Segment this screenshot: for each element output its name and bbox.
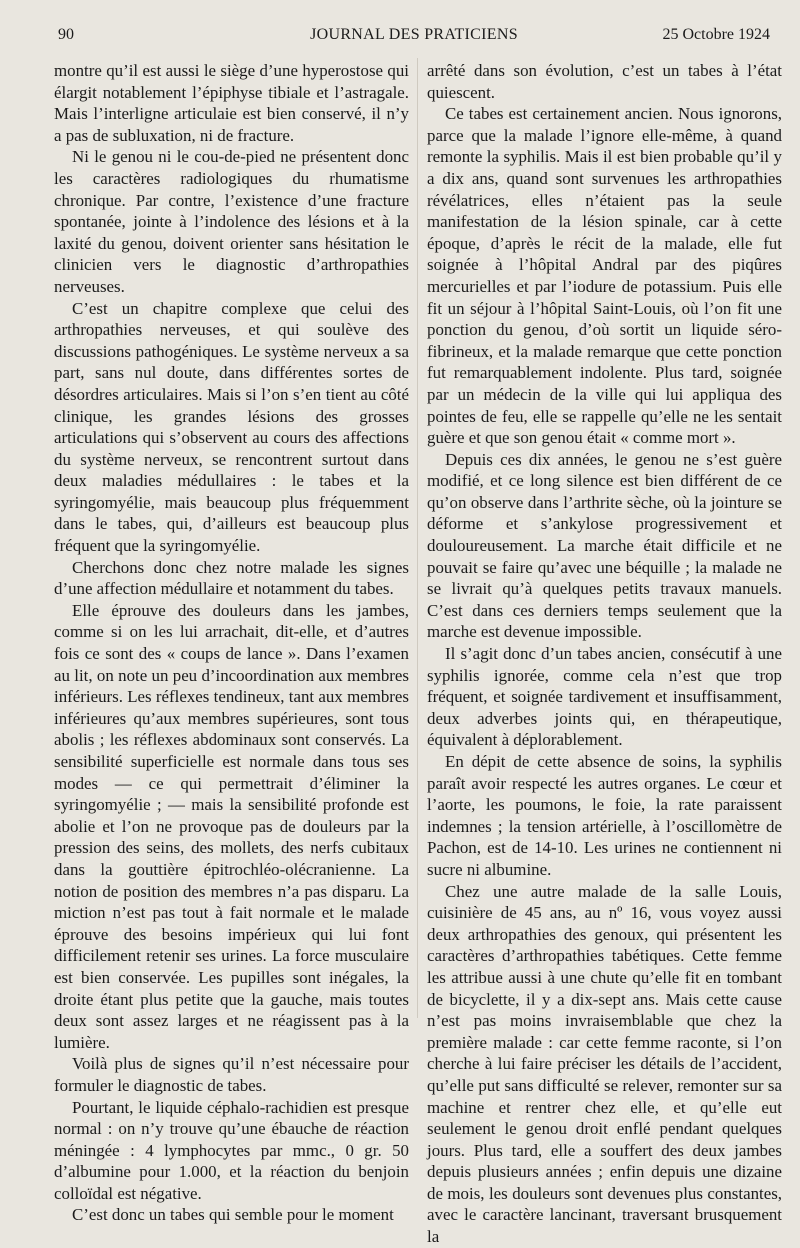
left-column xyxy=(54,60,409,1226)
column-divider xyxy=(417,58,418,1018)
paragraph: Depuis ces dix années, le genou ne s’est guère modifié, et ce long silence est bien différent de ce qu’on observe dans l’arthrite sèche, où la jointure se déforme et s’ankylose progressivement et douloureusement. La marche était difficile et ne pouvait se faire qu’avec une béquille ; la malade ne se livrait qu’à quelques petits travaux manuels. C’est dans ces derniers temps seulement que la marche est devenue impossible. xyxy=(427,449,782,642)
paragraph: arrêté dans son évolution, c’est un tabes à l’état quiescent. xyxy=(427,61,782,102)
paragraph: En dépit de cette absence de soins, la syphilis paraît avoir respecté les autres organes. Le cœur et l’aorte, les poumons, le foie, la rate paraissent indemnes ; la tension artérielle, à l’oscillomètre de Pachon, est de 14-10. Les urines ne contiennent ni sucre ni albumine. xyxy=(427,752,782,879)
paragraph: Pourtant, le liquide céphalo-rachidien est presque normal : on n’y trouve qu’une ébauche de réaction méningée : 4 lymphocytes par mmc., 0 gr. 50 d’albumine pour 1.000, et la réaction du benjoin colloïdal est négative. xyxy=(54,1097,409,1203)
paragraph: montre qu’il est aussi le siège d’une hyperostose qui élargit notablement l’épiphyse tibiale et l’astragale. Mais l’interligne articulaie est bien conservé, il n’y a pas de subluxation, ni de fracture. xyxy=(54,61,409,145)
paragraph: C’est donc un tabes qui semble pour le moment xyxy=(72,1205,394,1225)
paragraph: Il s’agit donc d’un tabes ancien, consécutif à une syphilis ignorée, comme cela n’est que trop fréquent, et soignée tardivement et insuffisamment, deux adverbes joints qui, en thérapeutique, équivalent à déplorablement. xyxy=(427,644,782,750)
paragraph: C’est un chapitre complexe que celui des arthropathies nerveuses, et qui soulève des discussions pathogéniques. Le système nerveux a sa part, sans nul doute, dans différentes sortes de désordres articulaires. Mais si l’on s’en tient au côté clinique, les grandes lésions des grosses articulations qui s’observent au cours des affections du système nerveux, se rencontrent surtout dans deux maladies médullaires : le tabes et la syringomyélie, mais beaucoup plus fréquemment dans le tabes, qui, d’ailleurs est beaucoup plus fréquent que la syringomyélie. xyxy=(54,298,409,556)
issue-date: 25 Octobre 1924 xyxy=(662,26,770,43)
paragraph: Ce tabes est certainement ancien. Nous ignorons, parce que la malade l’ignore elle-même, à quand remonte la syphilis. Mais il est bien probable qu’il y a dix ans, quand sont survenues les arthropathies révélatrices, elles n’étaient pas la seule manifestation de la lésion spinale, car à cette époque, d’après le récit de la malade, elle fut soignée à l’hôpital Andral par des piqûres mercurielles et par l’iodure de potassium. Puis elle fit un séjour à l’hôpital Saint-Louis, où l’on fit une ponction du genou, d’où sortit un liquide séro-fibrineux, et la malade remarque que cette ponction fut remarquablement indolente. Plus tard, soignée par un médecin de la ville qui lui appliqua des pointes de feu, elle se rappelle qu’elle ne les sentait guère et que son genou était « comme mort ». xyxy=(427,104,782,448)
paragraph: Chez une autre malade de la salle Louis, cuisinière de 45 ans, au nº 16, vous voyez aussi deux arthropathies des genoux, qui présentent les caractères d’arthropathies tabétiques. Cette femme les attribue aussi à une chute qu’elle fit en tombant de bicyclette, il y a dix-sept ans. Mais cette cause n’est pas moins invraisemblable que chez la première malade : car cette femme raconte, si l’on cherche à lui faire préciser les détails de l’accident, qu’elle put sans difficulté se relever, remonter sur sa machine et rentrer chez elle, et qu’elle eut seulement le genou droit enflé pendant quelques jours. Plus tard, elle a souffert des deux jambes depuis plusieurs années ; enfin depuis une dizaine de mois, les douleurs sont devenues plus constantes, avec le caractère lancinant, traversant brusquement la xyxy=(427,881,782,1247)
paragraph: Voilà plus de signes qu’il n’est nécessaire pour formuler le diagnostic de tabes. xyxy=(54,1054,409,1095)
paragraph: Elle éprouve des douleurs dans les jambes, comme si on les lui arrachait, dit-elle, et d’autres fois ce sont des « coups de lance ». Dans l’examen au lit, on note un peu d’incoordination aux membres inférieurs. Les réflexes tendineux, tant aux membres inférieures qu’aux membres supérieures, sont tous abolis ; les réflexes abdominaux sont conservés. La sensibilité superficielle est normale dans tous ses modes — ce qui permettrait d’éliminer la syringomyélie ; — mais la sensibilité profonde est abolie et l’on ne provoque pas de douleurs par la pression des seins, des mollets, des nerfs cubitaux dans la gouttière épitrochléo-olécranienne. La notion de position des membres n’a pas disparu. La miction n’est pas tout à fait normale et le malade éprouve des besoins impérieux qui lui font difficilement retenir ses urines. La force musculaire est bien conservée. Les pupilles sont inégales, la droite étant plus petite que la gauche, mais toutes deux sont assez larges et ne réagissent pas à la lumière. xyxy=(54,600,409,1052)
journal-title: JOURNAL DES PRATICIENS xyxy=(310,26,518,43)
page-header xyxy=(58,26,770,48)
paragraph: Ni le genou ni le cou-de-pied ne présentent donc les caractères radiologiques du rhumatisme chronique. Par contre, l’existence d’une fracture spontanée, jointe à l’indolence des lésions et à la laxité du genou, doivent orienter sans hésitation le clinicien vers le diagnostic d’arthropathies nerveuses. xyxy=(54,147,409,296)
right-column xyxy=(427,60,782,1248)
paragraph: Cherchons donc chez notre malade les signes d’une affection médullaire et notamment du tabes. xyxy=(54,557,409,599)
page-number: 90 xyxy=(58,26,74,43)
